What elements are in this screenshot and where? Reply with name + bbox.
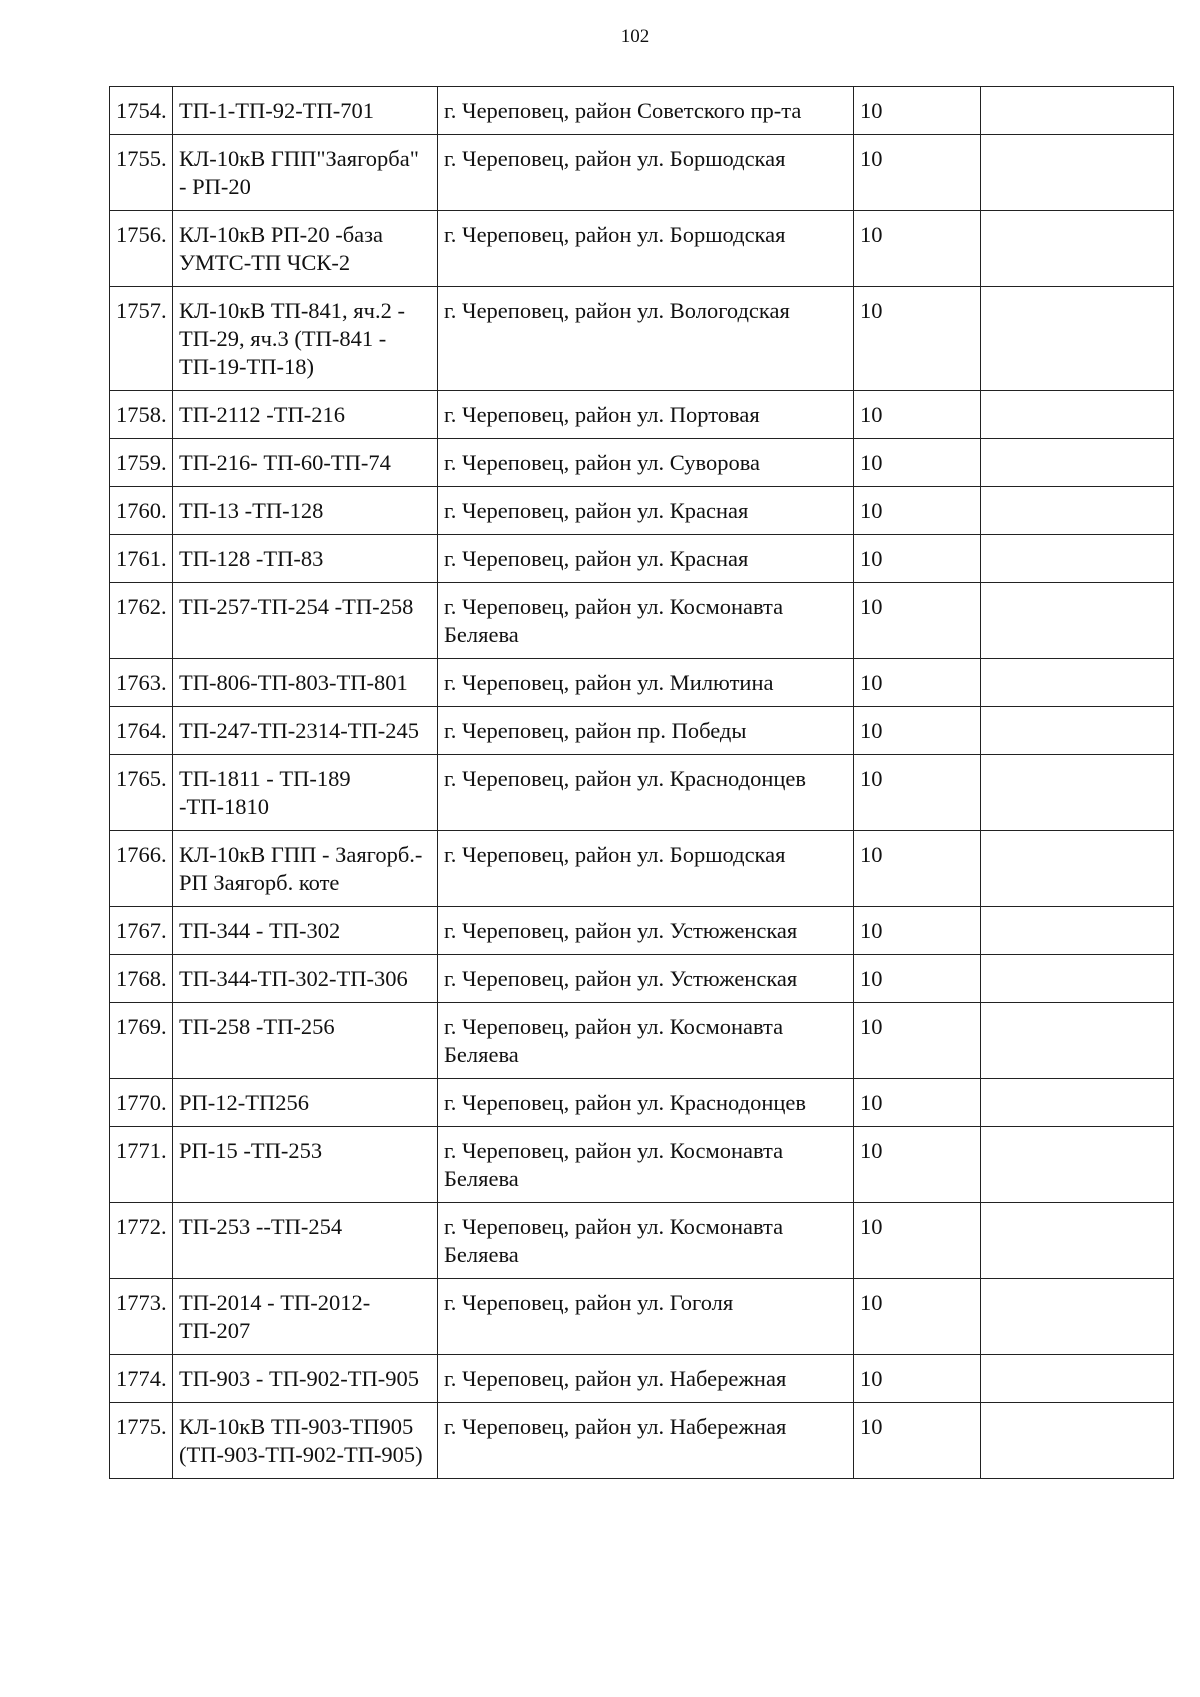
table-row [110,707,1174,755]
facilities-table [109,86,1174,1479]
line-name-cell: ТП-216- ТП-60-ТП-74 [173,439,438,487]
line-name-cell: ТП-903 - ТП-902-ТП-905 [173,1355,438,1403]
table-row [110,535,1174,583]
table-body [110,87,1174,1479]
location-cell: г. Череповец, район ул. Краснодонцев [438,755,854,831]
voltage-cell: 10 [854,1079,981,1127]
table-row [110,135,1174,211]
voltage-cell: 10 [854,487,981,535]
note-cell [981,1203,1174,1279]
row-number-cell: 1770. [110,1079,173,1127]
note-cell [981,287,1174,391]
note-cell [981,1127,1174,1203]
table-row [110,87,1174,135]
voltage-cell: 10 [854,707,981,755]
location-cell: г. Череповец, район ул. Космонавта Беляева [438,1127,854,1203]
table-row [110,755,1174,831]
row-number-cell: 1760. [110,487,173,535]
table-row [110,1355,1174,1403]
line-name-cell: ТП-2014 - ТП-2012-ТП-207 [173,1279,438,1355]
line-name-cell: ТП-253 --ТП-254 [173,1203,438,1279]
page-number: 102 [620,26,650,47]
note-cell [981,87,1174,135]
row-number-cell: 1754. [110,87,173,135]
note-cell [981,535,1174,583]
voltage-cell: 10 [854,287,981,391]
row-number-cell: 1775. [110,1403,173,1479]
note-cell [981,755,1174,831]
note-cell [981,907,1174,955]
row-number-cell: 1757. [110,287,173,391]
row-number-cell: 1771. [110,1127,173,1203]
note-cell [981,135,1174,211]
voltage-cell: 10 [854,1355,981,1403]
voltage-cell: 10 [854,135,981,211]
location-cell: г. Череповец, район ул. Милютина [438,659,854,707]
voltage-cell: 10 [854,907,981,955]
row-number-cell: 1763. [110,659,173,707]
location-cell: г. Череповец, район пр. Победы [438,707,854,755]
location-cell: г. Череповец, район ул. Вологодская [438,287,854,391]
table-row [110,1203,1174,1279]
table-row [110,583,1174,659]
voltage-cell: 10 [854,1203,981,1279]
line-name-cell: ТП-128 -ТП-83 [173,535,438,583]
row-number-cell: 1773. [110,1279,173,1355]
row-number-cell: 1772. [110,1203,173,1279]
line-name-cell: ТП-13 -ТП-128 [173,487,438,535]
table-row [110,287,1174,391]
location-cell: г. Череповец, район ул. Боршодская [438,211,854,287]
voltage-cell: 10 [854,1279,981,1355]
note-cell [981,1279,1174,1355]
row-number-cell: 1759. [110,439,173,487]
table-row [110,1403,1174,1479]
note-cell [981,391,1174,439]
note-cell [981,583,1174,659]
note-cell [981,1003,1174,1079]
note-cell [981,439,1174,487]
voltage-cell: 10 [854,439,981,487]
table-row [110,1279,1174,1355]
table-row [110,487,1174,535]
location-cell: г. Череповец, район ул. Устюженская [438,955,854,1003]
location-cell: г. Череповец, район ул. Красная [438,535,854,583]
line-name-cell: ТП-2112 -ТП-216 [173,391,438,439]
voltage-cell: 10 [854,831,981,907]
table-row [110,391,1174,439]
row-number-cell: 1755. [110,135,173,211]
location-cell: г. Череповец, район ул. Боршодская [438,831,854,907]
table-row [110,955,1174,1003]
table-row [110,659,1174,707]
line-name-cell: ТП-344 - ТП-302 [173,907,438,955]
row-number-cell: 1758. [110,391,173,439]
voltage-cell: 10 [854,955,981,1003]
row-number-cell: 1764. [110,707,173,755]
row-number-cell: 1767. [110,907,173,955]
table-row [110,831,1174,907]
location-cell: г. Череповец, район Советского пр-та [438,87,854,135]
location-cell: г. Череповец, район ул. Красная [438,487,854,535]
table-row [110,439,1174,487]
row-number-cell: 1765. [110,755,173,831]
line-name-cell: ТП-257-ТП-254 -ТП-258 [173,583,438,659]
voltage-cell: 10 [854,659,981,707]
row-number-cell: 1768. [110,955,173,1003]
line-name-cell: ТП-247-ТП-2314-ТП-245 [173,707,438,755]
location-cell: г. Череповец, район ул. Краснодонцев [438,1079,854,1127]
table-row [110,1003,1174,1079]
row-number-cell: 1774. [110,1355,173,1403]
note-cell [981,955,1174,1003]
table-row [110,1079,1174,1127]
table-row [110,907,1174,955]
note-cell [981,1403,1174,1479]
note-cell [981,707,1174,755]
line-name-cell: ТП-1811 - ТП-189 -ТП-1810 [173,755,438,831]
table-row [110,1127,1174,1203]
line-name-cell: КЛ-10кВ ТП-841, яч.2 - ТП-29, яч.3 (ТП-841 - ТП-19-ТП-18) [173,287,438,391]
location-cell: г. Череповец, район ул. Гоголя [438,1279,854,1355]
line-name-cell: ТП-1-ТП-92-ТП-701 [173,87,438,135]
location-cell: г. Череповец, район ул. Портовая [438,391,854,439]
location-cell: г. Череповец, район ул. Космонавта Беляева [438,1003,854,1079]
note-cell [981,1079,1174,1127]
location-cell: г. Череповец, район ул. Набережная [438,1355,854,1403]
row-number-cell: 1766. [110,831,173,907]
voltage-cell: 10 [854,535,981,583]
line-name-cell: КЛ-10кВ ГПП - Заягорб.-РП Заягорб. коте [173,831,438,907]
table-row [110,211,1174,287]
voltage-cell: 10 [854,1003,981,1079]
location-cell: г. Череповец, район ул. Космонавта Беляева [438,583,854,659]
voltage-cell: 10 [854,1403,981,1479]
voltage-cell: 10 [854,755,981,831]
row-number-cell: 1761. [110,535,173,583]
voltage-cell: 10 [854,1127,981,1203]
note-cell [981,659,1174,707]
line-name-cell: ТП-344-ТП-302-ТП-306 [173,955,438,1003]
location-cell: г. Череповец, район ул. Суворова [438,439,854,487]
note-cell [981,211,1174,287]
line-name-cell: ТП-258 -ТП-256 [173,1003,438,1079]
location-cell: г. Череповец, район ул. Космонавта Беляева [438,1203,854,1279]
note-cell [981,1355,1174,1403]
row-number-cell: 1762. [110,583,173,659]
note-cell [981,831,1174,907]
line-name-cell: ТП-806-ТП-803-ТП-801 [173,659,438,707]
line-name-cell: КЛ-10кВ ТП-903-ТП905 (ТП-903-ТП-902-ТП-905) [173,1403,438,1479]
row-number-cell: 1769. [110,1003,173,1079]
line-name-cell: РП-15 -ТП-253 [173,1127,438,1203]
line-name-cell: КЛ-10кВ РП-20 -база УМТС-ТП ЧСК-2 [173,211,438,287]
row-number-cell: 1756. [110,211,173,287]
location-cell: г. Череповец, район ул. Набережная [438,1403,854,1479]
voltage-cell: 10 [854,391,981,439]
voltage-cell: 10 [854,583,981,659]
line-name-cell: КЛ-10кВ ГПП"Заягорба" - РП-20 [173,135,438,211]
location-cell: г. Череповец, район ул. Боршодская [438,135,854,211]
note-cell [981,487,1174,535]
voltage-cell: 10 [854,87,981,135]
line-name-cell: РП-12-ТП256 [173,1079,438,1127]
voltage-cell: 10 [854,211,981,287]
location-cell: г. Череповец, район ул. Устюженская [438,907,854,955]
